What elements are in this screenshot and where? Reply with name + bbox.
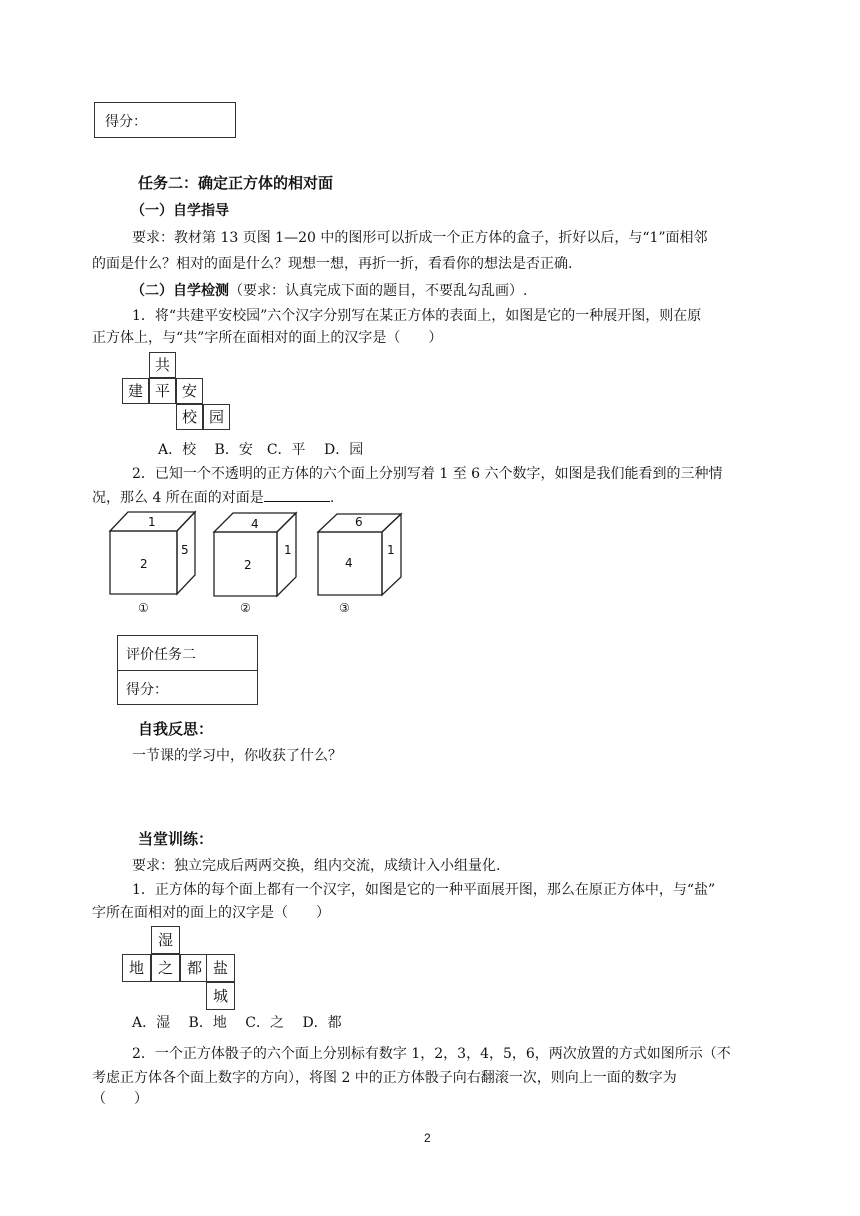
eval-task2-table [117, 635, 258, 705]
reflection-title: 自我反思： [138, 720, 214, 738]
cube3-top-number: 6 [355, 515, 363, 529]
practice-q1-line2: 字所在面相对的面上的汉字是（ ） [92, 905, 330, 921]
practice-q2-line2: 考虑正方体各个面上数字的方向），将图 2 中的正方体骰子向右翻滚一次，则向上一面的数字为 [92, 1070, 677, 1086]
cube1-label: ① [138, 601, 149, 615]
self-check-heading: （二）自学检测 [131, 283, 229, 299]
q1-line1: 1．将“共建平安校园”六个汉字分别写在某正方体的表面上，如图是它的一种展开图，则在原 [132, 308, 702, 324]
cube3-side-number: 1 [387, 543, 395, 557]
eval-score-row [118, 671, 257, 706]
practice-q1-line1: 1．正方体的每个面上都有一个汉字，如图是它的一种平面展开图，那么在原正方体中，与“盐” [132, 882, 716, 898]
net2-cell-du: 都 [180, 954, 209, 982]
net1-cell-xiao: 校 [176, 404, 203, 430]
practice-title: 当堂训练： [138, 830, 214, 848]
score-label: 得分： [105, 114, 147, 130]
cube1-side-number: 5 [181, 543, 189, 557]
reflection-prompt: 一节课的学习中，你收获了什么？ [132, 748, 342, 764]
practice-q2-line1: 2．一个正方体骰子的六个面上分别标有数字 1，2，3，4，5，6，两次放置的方式如图所示（不 [132, 1046, 731, 1062]
practice-q2-line3: （ ） [92, 1091, 148, 1107]
task2-requirement-line1: 要求：教材第 13 页图 1—20 中的图形可以折成一个正方体的盒子，折好以后，与“1”面相邻 [132, 230, 708, 246]
cube1-front-number: 2 [140, 557, 148, 571]
cube2-side-number: 1 [284, 543, 292, 557]
cube3-label: ③ [339, 601, 350, 615]
cube3-front-number: 4 [345, 556, 353, 570]
cube1-top-number: 1 [148, 515, 156, 529]
net1-cell-jian: 建 [122, 378, 149, 404]
eval-title-row [118, 636, 257, 671]
practice-q1-options: A．湿 B．地 C．之 D．都 [132, 1015, 342, 1031]
page-number: 2 [424, 1131, 431, 1145]
task2-requirement-line2: 的面是什么？相对的面是什么？现想一想，再折一折，看看你的想法是否正确. [92, 256, 573, 272]
net2-cell-cheng: 城 [206, 982, 235, 1010]
net2-cell-zhi: 之 [151, 954, 180, 982]
net2-cell-shi: 湿 [151, 926, 180, 954]
self-check-note: （要求：认真完成下面的题目，不要乱勾乱画）. [229, 283, 528, 299]
net1-cell-gong: 共 [149, 352, 176, 378]
self-study-heading: （一）自学指导 [131, 203, 229, 219]
q2-line2-period: . [329, 490, 335, 506]
q1-line2: 正方体上，与“共”字所在面相对的面上的汉字是（ ） [92, 330, 443, 346]
q2-line1: 2．已知一个不透明的正方体的六个面上分别写着 1 至 6 六个数字，如图是我们能看到的三种情 [132, 466, 723, 482]
net2-cell-di: 地 [122, 954, 151, 982]
net1-cell-yuan: 园 [203, 404, 230, 430]
cube2-label: ② [240, 601, 251, 615]
net1-cell-ping: 平 [149, 378, 176, 404]
net1-cell-an: 安 [176, 378, 203, 404]
task2-title: 任务二：确定正方体的相对面 [138, 174, 334, 192]
q1-options: A．校 B．安 C．平 D．园 [158, 442, 364, 458]
cube2-front-number: 2 [244, 558, 252, 572]
net2-cell-yan: 盐 [206, 954, 235, 982]
q2-line2-text: 况，那么 4 所在面的对面是 [92, 490, 264, 506]
cube2-top-number: 4 [251, 517, 259, 531]
practice-requirement: 要求：独立完成后两两交换，组内交流，成绩计入小组量化. [132, 858, 501, 874]
eval-score-label: 得分： [126, 682, 168, 698]
eval-title: 评价任务二 [126, 647, 196, 663]
